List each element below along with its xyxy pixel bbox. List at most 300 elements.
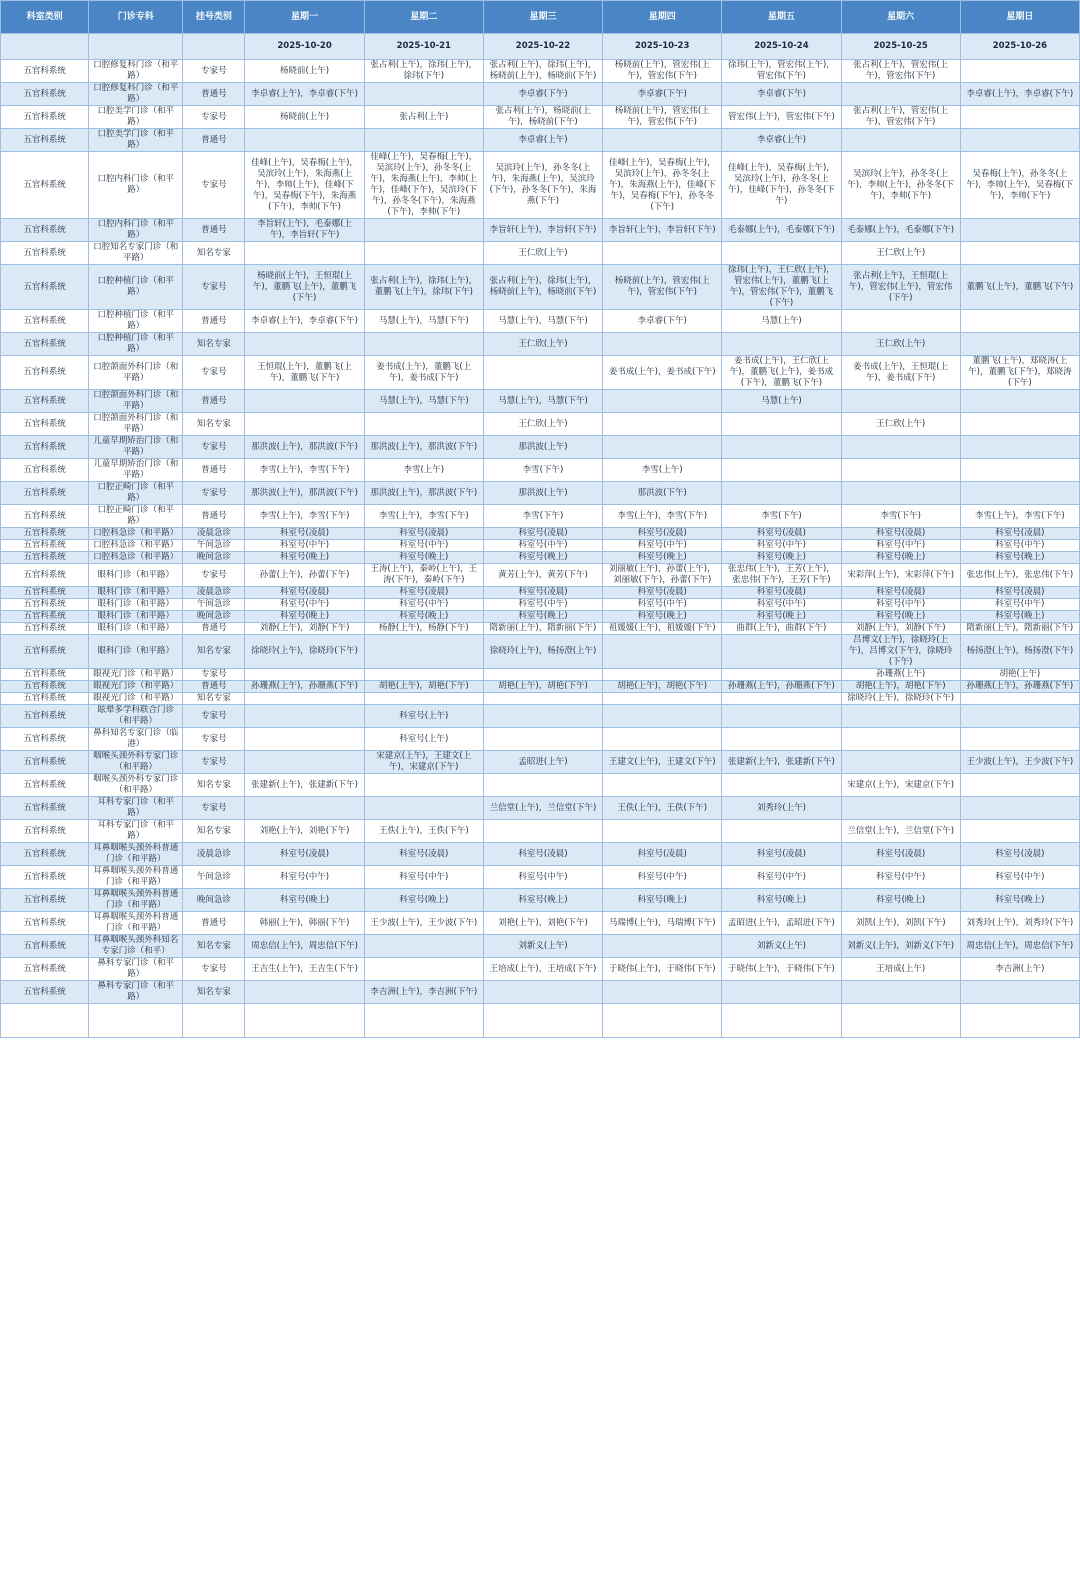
cell-friday: 徐玮(上午)，王仁欣(上午)，管宏伟(上午)，董鹏飞(上午)，管宏伟(下午)，董鹏飞(下午) (722, 265, 841, 310)
cell-thursday (603, 774, 722, 797)
cell-saturday: 张占利(上午)，管宏伟(上午)，管宏伟(下午) (841, 106, 960, 129)
cell-saturday (841, 129, 960, 152)
table-row (1, 356, 1080, 390)
cell-tuesday (364, 413, 483, 436)
cell-wednesday (483, 705, 602, 728)
cell-registration-type: 普通号 (183, 83, 245, 106)
cell-wednesday: 隋新丽(上午)，隋新丽(下午) (483, 623, 602, 635)
cell-wednesday (483, 981, 602, 1004)
table-row (1, 681, 1080, 693)
cell-thursday (603, 635, 722, 669)
cell-monday: 李雪(上午)，李雪(下午) (245, 459, 364, 482)
cell-monday: 科室号(凌晨) (245, 587, 364, 599)
cell-clinic: 眼科门诊（和平路） (89, 623, 183, 635)
cell-tuesday (364, 219, 483, 242)
cell-department-category: 五官科系统 (1, 413, 89, 436)
cell-friday: 科室号(中午) (722, 599, 841, 611)
cell-saturday: 宋彩萍(上午)，宋彩萍(下午) (841, 564, 960, 587)
cell-wednesday: 王仁欣(上午) (483, 413, 602, 436)
cell-sunday (960, 459, 1079, 482)
cell-friday: 马慧(上午) (722, 310, 841, 333)
cell-clinic: 口腔正畸门诊（和平路） (89, 505, 183, 528)
cell-friday (722, 693, 841, 705)
cell-saturday: 吕博文(上午)，徐晓玲(上午)，吕博文(下午)，徐晓玲(下午) (841, 635, 960, 669)
cell-thursday (603, 242, 722, 265)
cell-monday: 王恒琨(上午)，董鹏飞(上午)，董鹏飞(下午) (245, 356, 364, 390)
cell-sunday: 周忠信(上午)，周忠信(下午) (960, 935, 1079, 958)
cell-thursday: 佳峰(上午)，吴春梅(上午)，吴滨玲(上午)，孙冬冬(上午)，朱海燕(上午)，佳峰(下午)，吴春梅(下午)，孙冬冬(下午) (603, 152, 722, 219)
cell-sunday: 科室号(晚上) (960, 552, 1079, 564)
cell-department-category: 五官科系统 (1, 459, 89, 482)
table-row (1, 981, 1080, 1004)
cell-friday (722, 242, 841, 265)
cell-monday (245, 693, 364, 705)
cell-monday: 科室号(晚上) (245, 552, 364, 564)
cell-sunday: 杨扬澄(上午)，杨扬澄(下午) (960, 635, 1079, 669)
cell-thursday: 杨晓前(上午)，管宏伟(上午)，管宏伟(下午) (603, 106, 722, 129)
date-monday: 2025-10-20 (245, 34, 364, 60)
table-row (1, 912, 1080, 935)
table-row (1, 436, 1080, 459)
cell-monday (245, 751, 364, 774)
cell-friday: 管宏伟(上午)，管宏伟(下午) (722, 106, 841, 129)
cell-thursday: 杨晓前(上午)，管宏伟(上午)，管宏伟(下午) (603, 60, 722, 83)
table-row (1, 774, 1080, 797)
table-row (1, 889, 1080, 912)
cell-monday: 科室号(中午) (245, 540, 364, 552)
cell-monday (245, 669, 364, 681)
cell-wednesday: 科室号(中午) (483, 866, 602, 889)
cell-sunday (960, 390, 1079, 413)
cell-monday (245, 981, 364, 1004)
cell-registration-type: 专家号 (183, 705, 245, 728)
cell-friday: 徐玮(上午)，管宏伟(上午)，管宏伟(下午) (722, 60, 841, 83)
cell-thursday: 科室号(凌晨) (603, 843, 722, 866)
cell-registration-type: 普通号 (183, 459, 245, 482)
cell-saturday: 刘新义(上午)，刘新义(下午) (841, 935, 960, 958)
cell-monday: 科室号(凌晨) (245, 528, 364, 540)
cell-sunday (960, 1004, 1079, 1038)
cell-registration-type: 专家号 (183, 482, 245, 505)
cell-department-category: 五官科系统 (1, 728, 89, 751)
cell-department-category: 五官科系统 (1, 83, 89, 106)
cell-friday (722, 333, 841, 356)
cell-clinic: 口腔美学门诊（和平路） (89, 129, 183, 152)
cell-registration-type: 知名专家 (183, 413, 245, 436)
table-row (1, 587, 1080, 599)
header-monday: 星期一 (245, 1, 364, 34)
cell-department-category: 五官科系统 (1, 958, 89, 981)
cell-monday (245, 242, 364, 265)
cell-monday (245, 705, 364, 728)
cell-registration-type: 专家号 (183, 669, 245, 681)
table-row (1, 152, 1080, 219)
cell-registration-type: 普通号 (183, 623, 245, 635)
cell-monday: 刘静(上午)，刘静(下午) (245, 623, 364, 635)
cell-tuesday: 科室号(中午) (364, 540, 483, 552)
cell-monday: 佳峰(上午)，吴春梅(上午)，吴滨玲(上午)，朱海燕(上午)，李帅(上午)，佳峰(下午)，吴春梅(下午)，朱海燕(下午)，李帅(下午) (245, 152, 364, 219)
cell-clinic: 耳鼻咽喉头颈外科普通门诊（和平路） (89, 912, 183, 935)
cell-wednesday: 王仁欣(上午) (483, 242, 602, 265)
date-tuesday: 2025-10-21 (364, 34, 483, 60)
cell-department-category: 五官科系统 (1, 564, 89, 587)
cell-thursday: 那洪波(下午) (603, 482, 722, 505)
cell-thursday: 科室号(凌晨) (603, 528, 722, 540)
cell-saturday: 科室号(晚上) (841, 552, 960, 564)
cell-wednesday: 李雪(下午) (483, 459, 602, 482)
cell-thursday (603, 129, 722, 152)
cell-tuesday: 李雪(上午) (364, 459, 483, 482)
cell-friday: 科室号(晚上) (722, 611, 841, 623)
cell-sunday (960, 981, 1079, 1004)
cell-sunday: 隋新丽(上午)，隋新丽(下午) (960, 623, 1079, 635)
cell-registration-type: 知名专家 (183, 693, 245, 705)
table-row (1, 599, 1080, 611)
cell-sunday: 董鹏飞(上午)，郑晓涛(上午)，董鹏飞(下午)，郑晓涛(下午) (960, 356, 1079, 390)
cell-sunday (960, 820, 1079, 843)
cell-friday (722, 669, 841, 681)
cell-wednesday: 科室号(中午) (483, 540, 602, 552)
cell-wednesday (483, 728, 602, 751)
cell-monday: 科室号(中午) (245, 599, 364, 611)
table-row (1, 60, 1080, 83)
cell-saturday (841, 459, 960, 482)
cell-saturday: 姜书成(上午)，王恒琨(上午)，姜书成(下午) (841, 356, 960, 390)
cell-saturday (841, 728, 960, 751)
cell-saturday: 吴滨玲(上午)，孙冬冬(上午)，李帅(上午)，孙冬冬(下午)，李帅(下午) (841, 152, 960, 219)
cell-tuesday: 科室号(晚上) (364, 552, 483, 564)
cell-tuesday: 张占利(上午)，徐玮(上午)，董鹏飞(上午)，徐玮(下午) (364, 265, 483, 310)
cell-sunday (960, 242, 1079, 265)
cell-saturday (841, 436, 960, 459)
cell-saturday: 王仁欣(上午) (841, 333, 960, 356)
date-department-category (1, 34, 89, 60)
cell-thursday (603, 1004, 722, 1038)
cell-wednesday: 科室号(晚上) (483, 552, 602, 564)
cell-tuesday: 王少波(上午)，王少波(下午) (364, 912, 483, 935)
header-friday: 星期五 (722, 1, 841, 34)
cell-friday: 马慧(上午) (722, 390, 841, 413)
cell-wednesday (483, 356, 602, 390)
schedule-body (1, 60, 1080, 1038)
cell-clinic: 耳鼻咽喉头颈外科普通门诊（和平路） (89, 889, 183, 912)
cell-saturday: 刘静(上午)，刘静(下午) (841, 623, 960, 635)
table-row (1, 129, 1080, 152)
cell-wednesday: 徐晓玲(上午)，杨扬澄(上午) (483, 635, 602, 669)
cell-monday (245, 728, 364, 751)
cell-tuesday: 那洪波(上午)，那洪波(下午) (364, 482, 483, 505)
date-registration-type (183, 34, 245, 60)
cell-friday: 科室号(中午) (722, 540, 841, 552)
cell-saturday: 科室号(中午) (841, 866, 960, 889)
cell-sunday: 吴春梅(上午)，孙冬冬(上午)，李帅(上午)，吴春梅(下午)，李帅(下午) (960, 152, 1079, 219)
cell-sunday (960, 219, 1079, 242)
cell-saturday (841, 83, 960, 106)
cell-wednesday: 兰信堂(上午)，兰信堂(下午) (483, 797, 602, 820)
header-wednesday: 星期三 (483, 1, 602, 34)
cell-department-category: 五官科系统 (1, 482, 89, 505)
cell-tuesday (364, 83, 483, 106)
cell-saturday: 科室号(晚上) (841, 611, 960, 623)
cell-department-category: 五官科系统 (1, 820, 89, 843)
cell-friday (722, 705, 841, 728)
cell-monday: 韩丽(上午)，韩丽(下午) (245, 912, 364, 935)
cell-registration-type: 专家号 (183, 958, 245, 981)
cell-clinic: 口腔正畸门诊（和平路） (89, 482, 183, 505)
cell-wednesday (483, 1004, 602, 1038)
cell-registration-type: 午间急诊 (183, 540, 245, 552)
table-row (1, 820, 1080, 843)
cell-wednesday: 张占利(上午)，杨晓前(上午)，杨晓前(下午) (483, 106, 602, 129)
cell-sunday: 李雪(上午)，李雪(下午) (960, 505, 1079, 528)
cell-sunday: 张忠伟(上午)，张忠伟(下午) (960, 564, 1079, 587)
cell-tuesday (364, 935, 483, 958)
cell-sunday (960, 310, 1079, 333)
cell-clinic: 耳鼻咽喉头颈外科知名专家门诊（和平） (89, 935, 183, 958)
cell-sunday: 科室号(凌晨) (960, 843, 1079, 866)
cell-clinic: 眩晕多学科联合门诊（和平路） (89, 705, 183, 728)
table-row (1, 958, 1080, 981)
table-row (1, 459, 1080, 482)
cell-wednesday (483, 820, 602, 843)
cell-thursday: 李卓睿(下午) (603, 310, 722, 333)
table-row (1, 265, 1080, 310)
cell-department-category: 五官科系统 (1, 912, 89, 935)
cell-registration-type: 凌晨急诊 (183, 843, 245, 866)
cell-thursday: 姜书成(上午)，姜书成(下午) (603, 356, 722, 390)
table-row (1, 693, 1080, 705)
cell-sunday: 李吉洲(上午) (960, 958, 1079, 981)
cell-friday: 佳峰(上午)，吴春梅(上午)，吴滨玲(上午)，孙冬冬(上午)，佳峰(下午)，孙冬冬(下午) (722, 152, 841, 219)
cell-tuesday: 胡艳(上午)，胡艳(下午) (364, 681, 483, 693)
cell-friday (722, 774, 841, 797)
cell-department-category: 五官科系统 (1, 935, 89, 958)
cell-clinic: 眼科门诊（和平路） (89, 599, 183, 611)
table-row (1, 540, 1080, 552)
date-sunday: 2025-10-26 (960, 34, 1079, 60)
cell-clinic: 口腔修复科门诊（和平路） (89, 60, 183, 83)
cell-sunday: 李卓睿(上午)，李卓睿(下午) (960, 83, 1079, 106)
cell-wednesday (483, 774, 602, 797)
cell-department-category: 五官科系统 (1, 774, 89, 797)
cell-department-category: 五官科系统 (1, 866, 89, 889)
cell-sunday (960, 436, 1079, 459)
cell-registration-type: 普通号 (183, 310, 245, 333)
table-row (1, 611, 1080, 623)
cell-department-category: 五官科系统 (1, 106, 89, 129)
cell-wednesday: 科室号(中午) (483, 599, 602, 611)
cell-wednesday: 马慧(上午)，马慧(下午) (483, 310, 602, 333)
cell-monday: 李雪(上午)，李雪(下午) (245, 505, 364, 528)
cell-sunday: 科室号(凌晨) (960, 587, 1079, 599)
cell-saturday: 科室号(凌晨) (841, 843, 960, 866)
cell-thursday: 科室号(中午) (603, 540, 722, 552)
table-row (1, 866, 1080, 889)
table-row (1, 705, 1080, 728)
cell-monday: 杨晓前(上午) (245, 60, 364, 83)
cell-wednesday: 胡艳(上午)，胡艳(下午) (483, 681, 602, 693)
table-row (1, 482, 1080, 505)
header-registration-type: 挂号类别 (183, 1, 245, 34)
cell-department-category: 五官科系统 (1, 356, 89, 390)
cell-tuesday: 宋建京(上午)，王建文(上午)，宋建京(下午) (364, 751, 483, 774)
cell-clinic: 眼视光门诊（和平路） (89, 669, 183, 681)
cell-friday: 科室号(凌晨) (722, 528, 841, 540)
cell-registration-type: 普通号 (183, 912, 245, 935)
cell-sunday (960, 413, 1079, 436)
cell-sunday: 科室号(中午) (960, 540, 1079, 552)
cell-monday: 那洪波(上午)，那洪波(下午) (245, 482, 364, 505)
cell-tuesday: 张占利(上午)，徐玮(上午)，徐玮(下午) (364, 60, 483, 83)
cell-sunday: 科室号(凌晨) (960, 528, 1079, 540)
cell-registration-type: 知名专家 (183, 333, 245, 356)
cell-department-category: 五官科系统 (1, 152, 89, 219)
table-row (1, 106, 1080, 129)
cell-wednesday: 马慧(上午)，马慧(下午) (483, 390, 602, 413)
cell-clinic: 耳鼻咽喉头颈外科普通门诊（和平路） (89, 866, 183, 889)
cell-registration-type: 知名专家 (183, 820, 245, 843)
header-tuesday: 星期二 (364, 1, 483, 34)
cell-tuesday (364, 1004, 483, 1038)
table-row (1, 635, 1080, 669)
cell-registration-type: 晚间急诊 (183, 611, 245, 623)
cell-clinic (89, 1004, 183, 1038)
cell-saturday (841, 310, 960, 333)
table-row (1, 333, 1080, 356)
cell-clinic: 口腔内科门诊（和平路） (89, 152, 183, 219)
cell-clinic: 口腔颌面外科门诊（和平路） (89, 390, 183, 413)
cell-wednesday: 王培成(上午)，王培成(下午) (483, 958, 602, 981)
cell-friday (722, 459, 841, 482)
cell-clinic: 口腔内科门诊（和平路） (89, 219, 183, 242)
cell-monday: 那洪波(上午)，那洪波(下午) (245, 436, 364, 459)
cell-clinic: 眼科门诊（和平路） (89, 564, 183, 587)
cell-tuesday: 科室号(上午) (364, 728, 483, 751)
cell-department-category: 五官科系统 (1, 981, 89, 1004)
cell-sunday (960, 482, 1079, 505)
cell-registration-type: 知名专家 (183, 242, 245, 265)
cell-registration-type: 知名专家 (183, 635, 245, 669)
cell-monday: 科室号(晚上) (245, 889, 364, 912)
table-row (1, 935, 1080, 958)
cell-monday (245, 390, 364, 413)
cell-thursday: 李卓睿(下午) (603, 83, 722, 106)
cell-clinic: 儿童早期矫治门诊（和平路） (89, 436, 183, 459)
cell-friday: 科室号(中午) (722, 866, 841, 889)
cell-department-category: 五官科系统 (1, 889, 89, 912)
cell-tuesday: 李吉洲(上午)，李吉洲(下午) (364, 981, 483, 1004)
cell-clinic: 口腔知名专家门诊（和平路） (89, 242, 183, 265)
header-sunday: 星期日 (960, 1, 1079, 34)
cell-registration-type: 普通号 (183, 129, 245, 152)
cell-registration-type: 普通号 (183, 681, 245, 693)
cell-saturday (841, 981, 960, 1004)
cell-monday: 王吉生(上午)，王吉生(下午) (245, 958, 364, 981)
cell-registration-type: 专家号 (183, 356, 245, 390)
cell-wednesday: 科室号(凌晨) (483, 843, 602, 866)
cell-saturday: 科室号(凌晨) (841, 528, 960, 540)
cell-friday: 科室号(晚上) (722, 889, 841, 912)
cell-saturday (841, 705, 960, 728)
cell-thursday: 科室号(晚上) (603, 611, 722, 623)
cell-tuesday: 姜书成(上午)，董鹏飞(上午)，姜书成(下午) (364, 356, 483, 390)
cell-tuesday (364, 797, 483, 820)
cell-wednesday (483, 693, 602, 705)
cell-tuesday: 张占利(上午) (364, 106, 483, 129)
cell-thursday: 杨晓前(上午)，管宏伟(上午)，管宏伟(下午) (603, 265, 722, 310)
cell-registration-type: 知名专家 (183, 981, 245, 1004)
date-thursday: 2025-10-23 (603, 34, 722, 60)
cell-monday (245, 1004, 364, 1038)
cell-thursday (603, 935, 722, 958)
cell-department-category: 五官科系统 (1, 693, 89, 705)
cell-registration-type: 知名专家 (183, 935, 245, 958)
cell-thursday (603, 669, 722, 681)
cell-thursday: 李雪(上午)，李雪(下午) (603, 505, 722, 528)
cell-wednesday (483, 669, 602, 681)
cell-sunday: 科室号(中午) (960, 866, 1079, 889)
cell-tuesday (364, 242, 483, 265)
cell-registration-type: 午间急诊 (183, 866, 245, 889)
cell-registration-type: 晚间急诊 (183, 552, 245, 564)
cell-thursday (603, 693, 722, 705)
cell-department-category: 五官科系统 (1, 552, 89, 564)
cell-clinic: 眼科门诊（和平路） (89, 635, 183, 669)
cell-friday (722, 820, 841, 843)
cell-clinic: 耳科专家门诊（和平路） (89, 820, 183, 843)
cell-clinic: 眼视光门诊（和平路） (89, 681, 183, 693)
cell-department-category: 五官科系统 (1, 635, 89, 669)
cell-clinic: 咽喉头颈外科专家门诊（和平路） (89, 751, 183, 774)
cell-clinic: 口腔美学门诊（和平路） (89, 106, 183, 129)
cell-thursday: 科室号(中午) (603, 866, 722, 889)
cell-friday (722, 728, 841, 751)
cell-thursday: 胡艳(上午)，胡艳(下午) (603, 681, 722, 693)
cell-department-category: 五官科系统 (1, 129, 89, 152)
cell-friday: 毛泰娜(上午)，毛泰娜(下午) (722, 219, 841, 242)
cell-friday: 科室号(凌晨) (722, 587, 841, 599)
cell-tuesday: 科室号(中午) (364, 599, 483, 611)
cell-tuesday: 杨静(上午)，杨静(下午) (364, 623, 483, 635)
cell-registration-type: 普通号 (183, 505, 245, 528)
cell-wednesday: 科室号(凌晨) (483, 528, 602, 540)
header-saturday: 星期六 (841, 1, 960, 34)
cell-sunday (960, 129, 1079, 152)
cell-department-category: 五官科系统 (1, 333, 89, 356)
cell-thursday: 李旨轩(上午)，李旨轩(下午) (603, 219, 722, 242)
cell-monday: 李卓睿(上午)，李卓睿(下午) (245, 83, 364, 106)
cell-thursday (603, 820, 722, 843)
cell-monday: 杨晓前(上午)，王恒琨(上午)，董鹏飞(上午)，董鹏飞(下午) (245, 265, 364, 310)
cell-monday: 刘艳(上午)，刘艳(下午) (245, 820, 364, 843)
table-row (1, 505, 1080, 528)
cell-thursday: 科室号(晚上) (603, 552, 722, 564)
table-row (1, 242, 1080, 265)
cell-friday (722, 436, 841, 459)
cell-registration-type: 晚间急诊 (183, 889, 245, 912)
cell-wednesday: 孟昭进(上午) (483, 751, 602, 774)
cell-monday: 周忠信(上午)，周忠信(下午) (245, 935, 364, 958)
cell-sunday (960, 106, 1079, 129)
cell-monday (245, 797, 364, 820)
table-row (1, 564, 1080, 587)
cell-department-category: 五官科系统 (1, 681, 89, 693)
cell-sunday: 科室号(晚上) (960, 611, 1079, 623)
table-row (1, 83, 1080, 106)
cell-tuesday: 科室号(中午) (364, 866, 483, 889)
table-row (1, 219, 1080, 242)
table-row (1, 552, 1080, 564)
